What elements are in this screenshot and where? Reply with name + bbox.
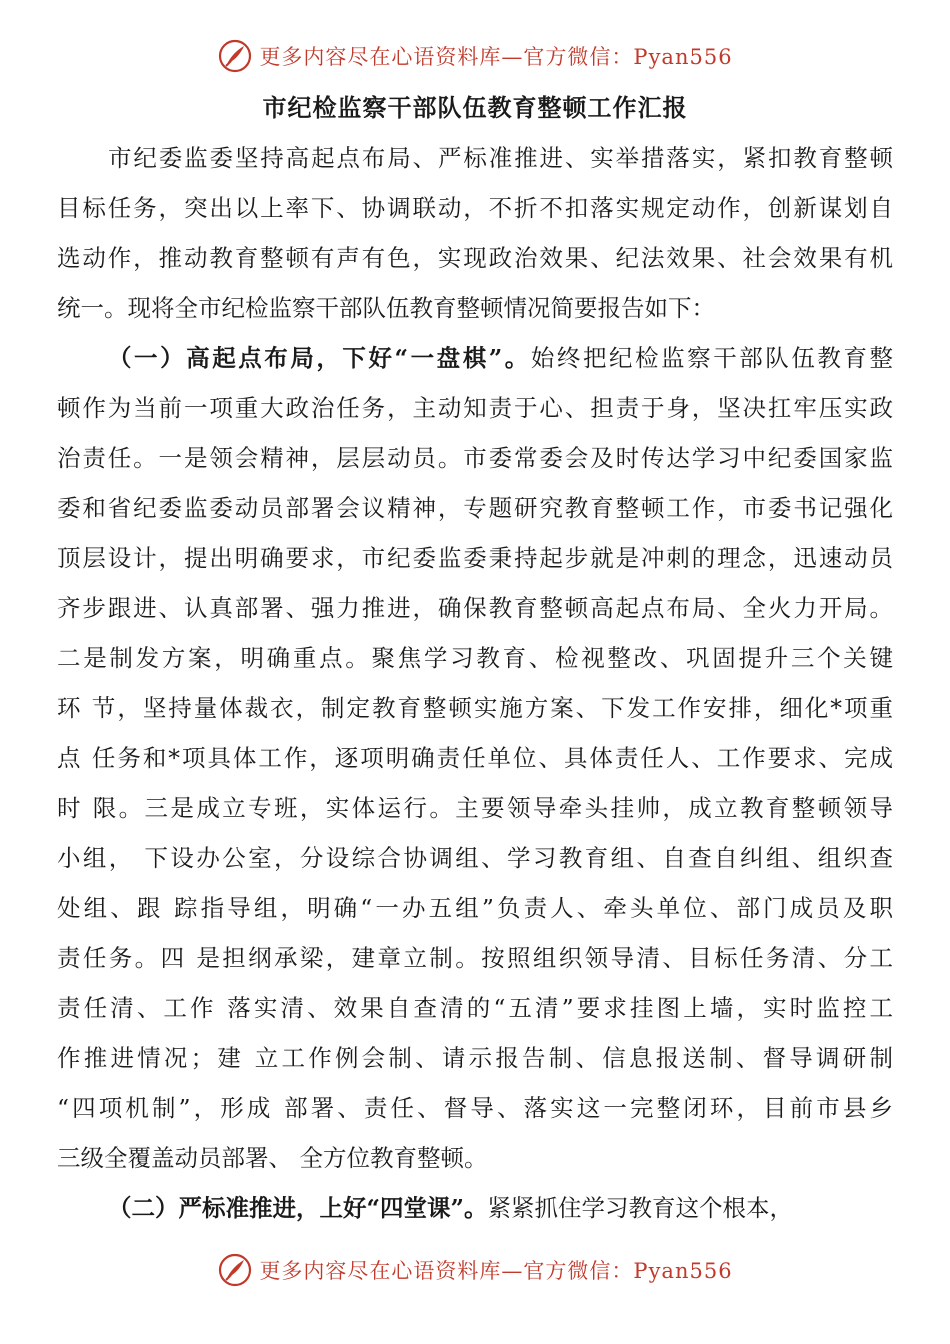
watermark-banner-top [0,34,950,78]
body-text: 紧紧抓住学习教育这个根本， [487,1194,794,1222]
body-line [57,933,893,983]
body-line [57,683,893,733]
body-text: 责任清、工作 落实清、效果自查清的“五清”要求挂图上墙，实时监控工 [57,994,893,1022]
body-line [57,283,893,333]
body-line [57,233,893,283]
body-text: 责任务。四 是担纲承梁，建章立制。按照组织领导清、目标任务清、分工 [57,944,893,972]
body-text: 二是制发方案，明确重点。聚焦学习教育、检视整改、巩固提升三个关键 [57,644,893,672]
body-line [57,533,893,583]
watermark-text: 更多内容尽在心语资料库—官方微信：Pyan556 [259,1259,733,1283]
body-text: 处组、跟 踪指导组，明确“一办五组”负责人、牵头单位、部门成员及职 [57,894,893,922]
body-text: 时 限。三是成立专班，实体运行。主要领导牵头挂帅，成立教育整顿领导 [57,794,893,822]
body-line [57,883,893,933]
quill-pen-icon [217,1252,253,1288]
body-text: 统一。现将全市纪检监察干部队伍教育整顿情况简要报告如下： [57,294,715,322]
body-line [57,1133,893,1183]
body-text: 三级全覆盖动员部署、 全方位教育整顿。 [57,1144,488,1172]
body-text: 委和省纪委监委动员部署会议精神，专题研究教育整顿工作，市委书记强化 [57,494,893,522]
body-text: 点 任务和*项具体工作，逐项明确责任单位、具体责任人、工作要求、完成 [57,744,893,772]
watermark-text: 更多内容尽在心语资料库—官方微信：Pyan556 [259,45,733,69]
body-text: 环 节，坚持量体裁衣，制定教育整顿实施方案、下发工作安排，细化*项重 [57,694,893,722]
body-line [57,983,893,1033]
quill-pen-icon [217,38,253,74]
body-text: 顶层设计，提出明确要求，市纪委监委秉持起步就是冲刺的理念，迅速动员 [57,544,893,572]
document-title: 市纪检监察干部队伍教育整顿工作汇报 [262,94,688,122]
watermark-banner-bottom [0,1248,950,1292]
body-line [57,633,893,683]
body-line [57,783,893,833]
body-line [57,833,893,883]
body-text: 始终把纪检监察干部队伍教育整 [530,344,893,372]
body-text: 小组， 下设办公室，分设综合协调组、学习教育组、自查自纠组、组织查 [57,844,893,872]
body-line [57,1033,893,1083]
body-line [57,733,893,783]
body-text: 顿作为当前一项重大政治任务，主动知责于心、担责于身，坚决扛牢压实政 [57,394,893,422]
body-line [57,383,893,433]
body-line [57,183,893,233]
body-line [57,483,893,533]
body-text: 齐步跟进、认真部署、强力推进，确保教育整顿高起点布局、全火力开局。 [57,594,893,622]
section-heading: （二）严标准推进，上好“四堂课”。 [108,1194,488,1222]
body-text: 市纪委监委坚持高起点布局、严标准推进、实举措落实，紧扣教育整顿 [108,144,893,172]
body-line [108,1183,893,1233]
body-line [57,433,893,483]
section-heading: （一）高起点布局，下好“一盘棋”。 [108,344,531,372]
body-text: 目标任务，突出以上率下、协调联动，不折不扣落实规定动作，创新谋划自 [57,194,893,222]
body-text: 选动作，推动教育整顿有声有色，实现政治效果、纪法效果、社会效果有机 [57,244,893,272]
body-text: “四项机制”，形成 部署、责任、督导、落实这一完整闭环，目前市县乡 [57,1094,893,1122]
body-line [108,333,893,383]
body-line [108,133,893,183]
body-line [57,583,893,633]
body-text: 治责任。一是领会精神，层层动员。市委常委会及时传达学习中纪委国家监 [57,444,893,472]
body-line [57,1083,893,1133]
body-text: 作推进情况；建 立工作例会制、请示报告制、信息报送制、督导调研制 [57,1044,893,1072]
